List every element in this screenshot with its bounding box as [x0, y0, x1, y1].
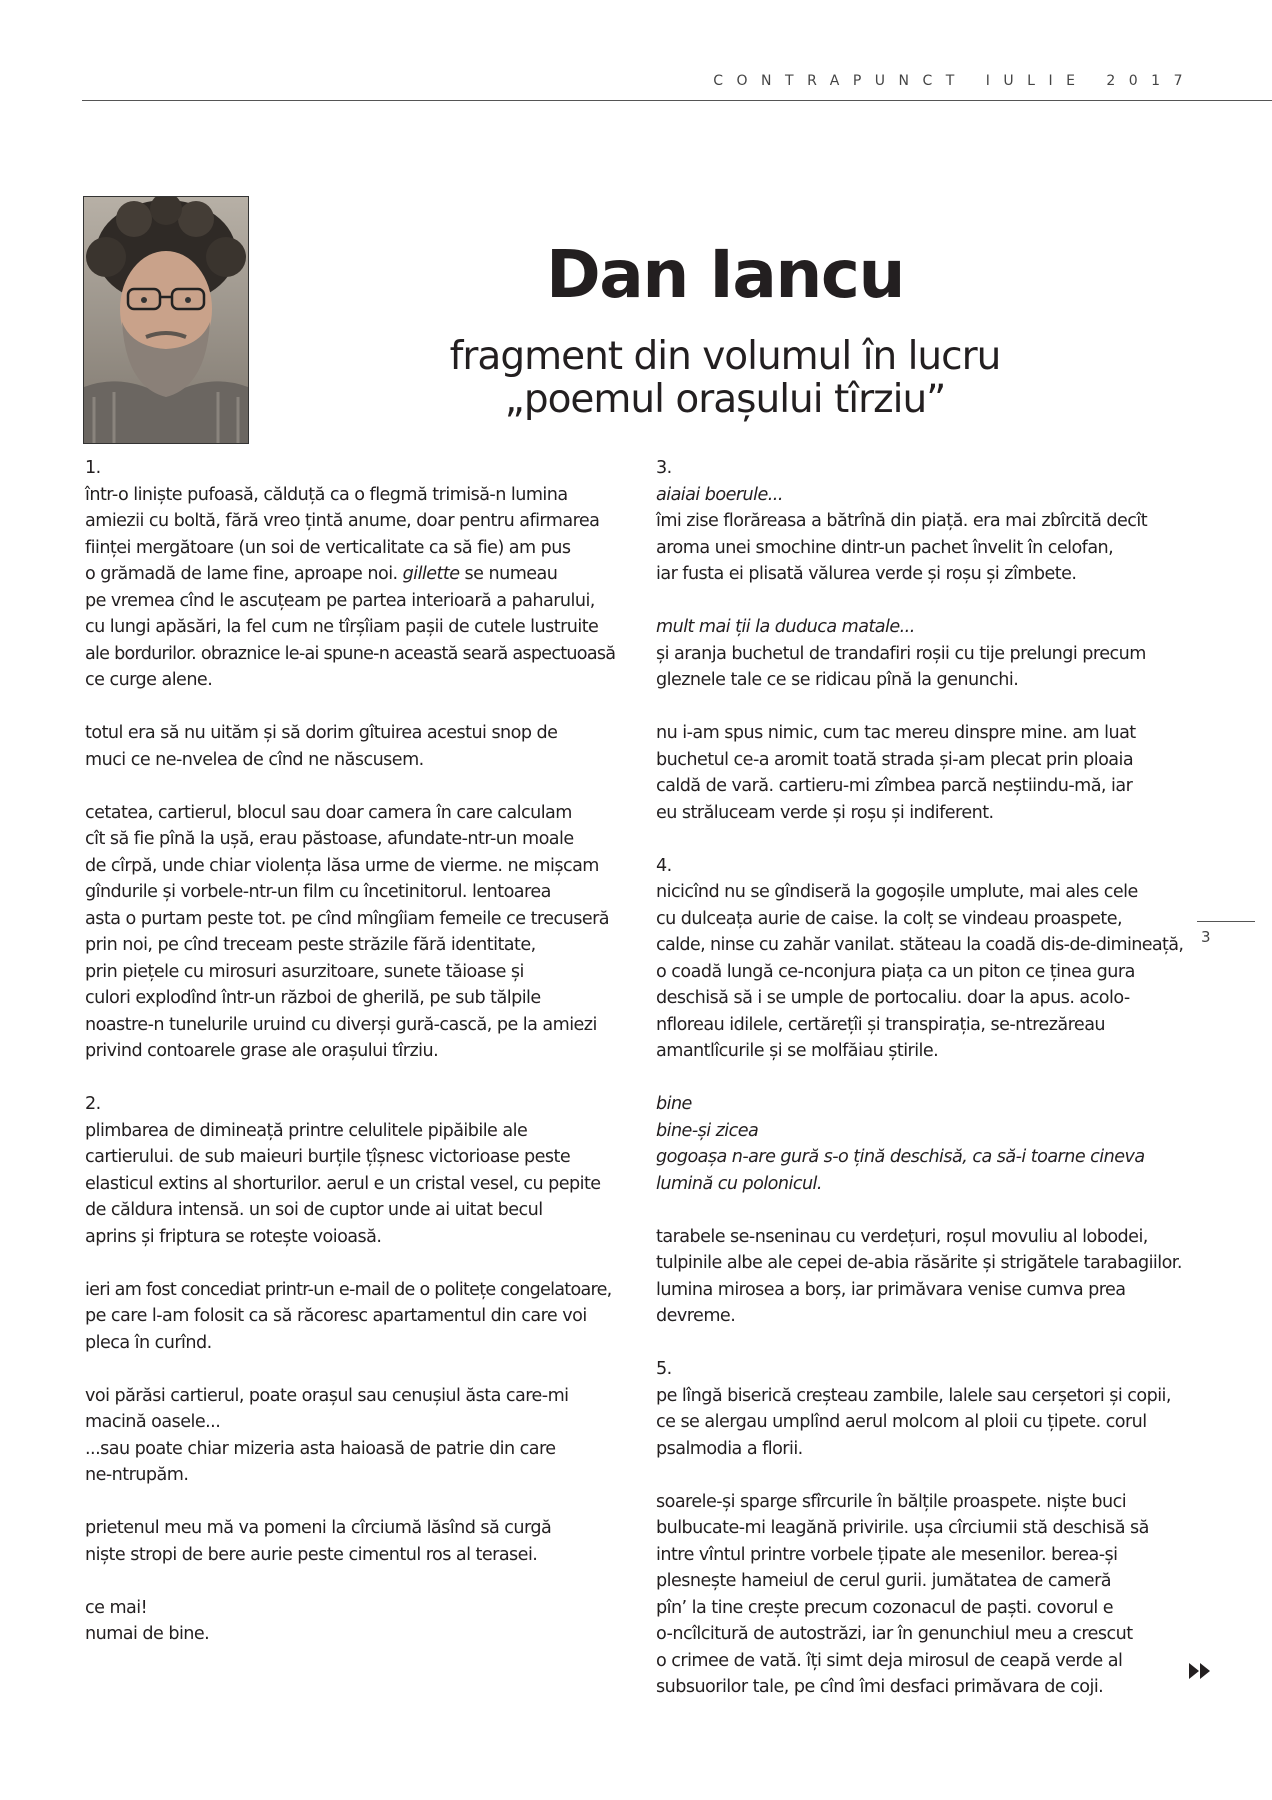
text-line: lumina mirosea a borș, iar primăvara venise cumva prea: [656, 1279, 1126, 1300]
paragraph: [656, 1224, 1186, 1330]
paragraph: [656, 853, 1186, 1065]
double-arrow-right-icon[interactable]: [1189, 1663, 1211, 1679]
text-line: aprins și friptura se rotește voioasă.: [85, 1226, 382, 1247]
paragraph: [85, 800, 615, 1065]
text-line: ne-ntrupăm.: [85, 1465, 189, 1485]
text-line: subsuorilor tale, pe cînd îmi desfaci primăvara de coji.: [656, 1677, 1104, 1697]
article-title: Dan Iancu: [546, 236, 904, 313]
text-line: ce curge alene.: [85, 670, 213, 690]
text-line: 5.: [656, 1359, 672, 1379]
text-line: ...sau poate chiar mizeria asta haioasă de patrie din care: [85, 1438, 556, 1459]
text-line: o crimee de vată. îți simt deja mirosul de ceapă verde al: [656, 1650, 1123, 1671]
text-line: ale bordurilor. obraznice le-ai spune-n această seară aspectuoasă: [85, 643, 616, 664]
paragraph: [85, 1595, 615, 1648]
text-line: pîn’ la tine crește precum cozonacul de paști. covorul e: [656, 1597, 1114, 1618]
text-line: aiaiai boerule...: [656, 484, 783, 505]
text-line: noastre-n tunelurile uruind cu diverși gură-cască, pe la amiezi: [85, 1014, 597, 1035]
text-line: caldă de vară. cartieru-mi zîmbea parcă neștiindu-mă, iar: [656, 776, 1133, 796]
text-line: 3.: [656, 458, 672, 478]
text-line: de căldura intensă. un soi de cuptor unde ai uitat becul: [85, 1200, 543, 1220]
paragraph: [85, 455, 615, 694]
article-subtitle: [440, 335, 1010, 421]
text-line: cetatea, cartierul, blocul sau doar camera în care calculam: [85, 802, 572, 823]
text-line: devreme.: [656, 1306, 736, 1326]
paragraph: [85, 720, 615, 773]
text-line: macină oasele...: [85, 1412, 221, 1432]
text-line: mult mai ții la duduca matale...: [656, 617, 915, 637]
text-line: plesnește hameiul de cerul gurii. jumătatea de cameră: [656, 1571, 1111, 1591]
text-line: amantlîcurile și se molfăiau știrile.: [656, 1041, 939, 1061]
text-line: o coadă lungă ce-nconjura piața ca un piton ce ținea gura: [656, 961, 1135, 982]
text-line: nicicînd nu se gîndiseră la gogoșile umplute, mai ales cele: [656, 882, 1138, 902]
text-line: buchetul ce-a aromit toată strada și-am plecat prin ploaia: [656, 749, 1134, 770]
paragraph: [85, 1383, 615, 1489]
text-line: ființei mergătoare (un soi de verticalitate ca să fie) am pus: [85, 537, 571, 558]
text-line: o-ncîlcitură de autostrăzi, iar în genunchiul meu a crescut: [656, 1624, 1133, 1644]
left-text-column: [85, 455, 615, 1648]
text-line: gîndurile și vorbele-ntr-un film cu încetinitorul. lentoarea: [85, 882, 551, 902]
paragraph: [85, 1515, 615, 1568]
subtitle-line-2: „poemul orașului tîrziu”: [504, 377, 946, 422]
text-line: pe vremea cînd le ascuțeam pe partea interioară a paharului,: [85, 590, 595, 611]
text-line: și aranja buchetul de trandafiri roșii cu tije prelungi precum: [656, 643, 1146, 664]
italic-word: gillette: [402, 564, 460, 584]
text-line: bine-și zicea: [656, 1120, 759, 1141]
text-line: pleca în curînd.: [85, 1332, 212, 1353]
paragraph: [656, 1091, 1186, 1197]
text-line: ce se alergau umplînd aerul molcom al ploii cu țipete. corul: [656, 1412, 1147, 1432]
text-line: elasticul extins al shorturilor. aerul e un cristal vesel, cu pepite: [85, 1173, 601, 1194]
author-portrait-photo: [84, 197, 248, 443]
paragraph: [85, 1091, 615, 1250]
text-line: pe care l-am folosit ca să răcoresc apartamentul din care voi: [85, 1306, 587, 1326]
text-line: nfloreau idilele, certărețîi și transpirația, se-ntrezăreau: [656, 1014, 1106, 1035]
text-line: lumină cu polonicul.: [656, 1173, 822, 1194]
text-line: intre vîntul printre vorbele țipate ale mesenilor. berea-și: [656, 1544, 1118, 1565]
text-line: muci ce ne-nvelea de cînd ne născusem.: [85, 749, 424, 770]
text-line: privind contoarele grase ale orașului tîrziu.: [85, 1041, 439, 1061]
text-line: totul era să nu uităm și să dorim gîtuirea acestui snop de: [85, 723, 558, 743]
text-line: bulbucate-mi leagănă privirile. ușa cîrciumii stă deschisă să: [656, 1518, 1149, 1538]
text-line: într-o liniște pufoasă, călduță ca o flegmă trimisă-n lumina: [85, 484, 568, 505]
paragraph: [656, 720, 1186, 826]
text-line: niște stropi de bere aurie peste cimentul ros al terasei.: [85, 1544, 538, 1565]
text-line: ieri am fost concediat printr-un e-mail de o politețe congelatoare,: [85, 1279, 612, 1300]
text-line: numai de bine.: [85, 1624, 210, 1644]
text-line: prietenul meu mă va pomeni la cîrciumă lăsînd să curgă: [85, 1518, 552, 1538]
paragraph: [85, 1277, 615, 1357]
text-line: pe lîngă biserică creșteau zambile, lalele sau cerșetori și copii,: [656, 1385, 1171, 1406]
paragraph: [656, 1489, 1186, 1701]
text-line: îmi zise florăreasa a bătrînă din piață. era mai zbîrcită decît: [656, 511, 1148, 531]
text-line: gogoașa n-are gură s-o țină deschisă, ca să-i toarne cineva: [656, 1147, 1145, 1167]
text-line: ce mai!: [85, 1597, 148, 1618]
page-number: 3: [1201, 928, 1211, 946]
text-line: 4.: [656, 855, 672, 876]
text-line: aroma unei smochine dintr-un pachet învelit în celofan,: [656, 537, 1114, 558]
text-line: eu străluceam verde și roșu și indiferent.: [656, 802, 994, 823]
paragraph: [656, 614, 1186, 694]
text-line: de cîrpă, unde chiar violența lăsa urme de vierme. ne mișcam: [85, 855, 599, 876]
text-line: asta o purtam peste tot. pe cînd mîngîiam femeile ce trecuseră: [85, 908, 610, 929]
text-line: cît să fie pînă la ușă, erau păstoase, afundate-ntr-un moale: [85, 829, 574, 849]
running-header: CONTRAPUNCT IULIE 2017: [713, 73, 1196, 89]
text-line: prin noi, pe cînd treceam peste străzile fără identitate,: [85, 935, 536, 955]
text-line: gleznele tale ce se ridicau pînă la genunchi.: [656, 670, 1019, 690]
paragraph: [656, 1356, 1186, 1462]
subtitle-line-1: fragment din volumul în lucru: [449, 334, 1001, 379]
text-line: o grămadă de lame fine, aproape noi. gillette se numeau: [85, 564, 558, 584]
text-line: cu dulceața aurie de caise. la colț se vindeau proaspete,: [656, 908, 1123, 929]
text-line: tarabele se-nseninau cu verdețuri, roșul movuliu al lobodei,: [656, 1226, 1148, 1247]
text-line: iar fusta ei plisată vălurea verde și roșu și zîmbete.: [656, 564, 1077, 584]
text-line: bine: [656, 1094, 692, 1114]
right-text-column: [656, 455, 1186, 1701]
text-line: deschisă să i se umple de portocaliu. doar la apus. acolo-: [656, 988, 1130, 1008]
text-line: prin piețele cu mirosuri asurzitoare, sunete tăioase și: [85, 961, 524, 982]
text-line: psalmodia a florii.: [656, 1438, 803, 1459]
text-line: calde, ninse cu zahăr vanilat. stăteau la coadă dis-de-dimineață,: [656, 935, 1184, 955]
text-line: nu i-am spus nimic, cum tac mereu dinspre mine. am luat: [656, 723, 1136, 743]
text-line: culori explodînd într-un război de gherilă, pe sub tălpile: [85, 988, 541, 1008]
text-line: plimbarea de dimineață printre celulitele pipăibile ale: [85, 1120, 528, 1141]
paragraph: [656, 455, 1186, 588]
text-line: tulpinile albe ale cepei de-abia răsărite și strigătele tarabagiilor.: [656, 1253, 1182, 1273]
text-line: cu lungi apăsări, la fel cum ne tîrșîiam pașii de cutele lustruite: [85, 617, 599, 637]
text-line: cartierului. de sub maieuri burțile țîșnesc victorioase peste: [85, 1147, 571, 1167]
page-number-rule: [1197, 921, 1255, 922]
text-line: 2.: [85, 1094, 101, 1114]
text-line: voi părăsi cartierul, poate orașul sau cenușiul ăsta care-mi: [85, 1385, 569, 1406]
text-line: amiezii cu boltă, fără vreo țintă anume, doar pentru afirmarea: [85, 511, 600, 531]
text-line: soarele-și sparge sfîrcurile în bălțile proaspete. niște buci: [656, 1491, 1127, 1512]
author-portrait: [83, 196, 249, 444]
header-rule: [82, 100, 1272, 101]
text-line: 1.: [85, 458, 101, 478]
